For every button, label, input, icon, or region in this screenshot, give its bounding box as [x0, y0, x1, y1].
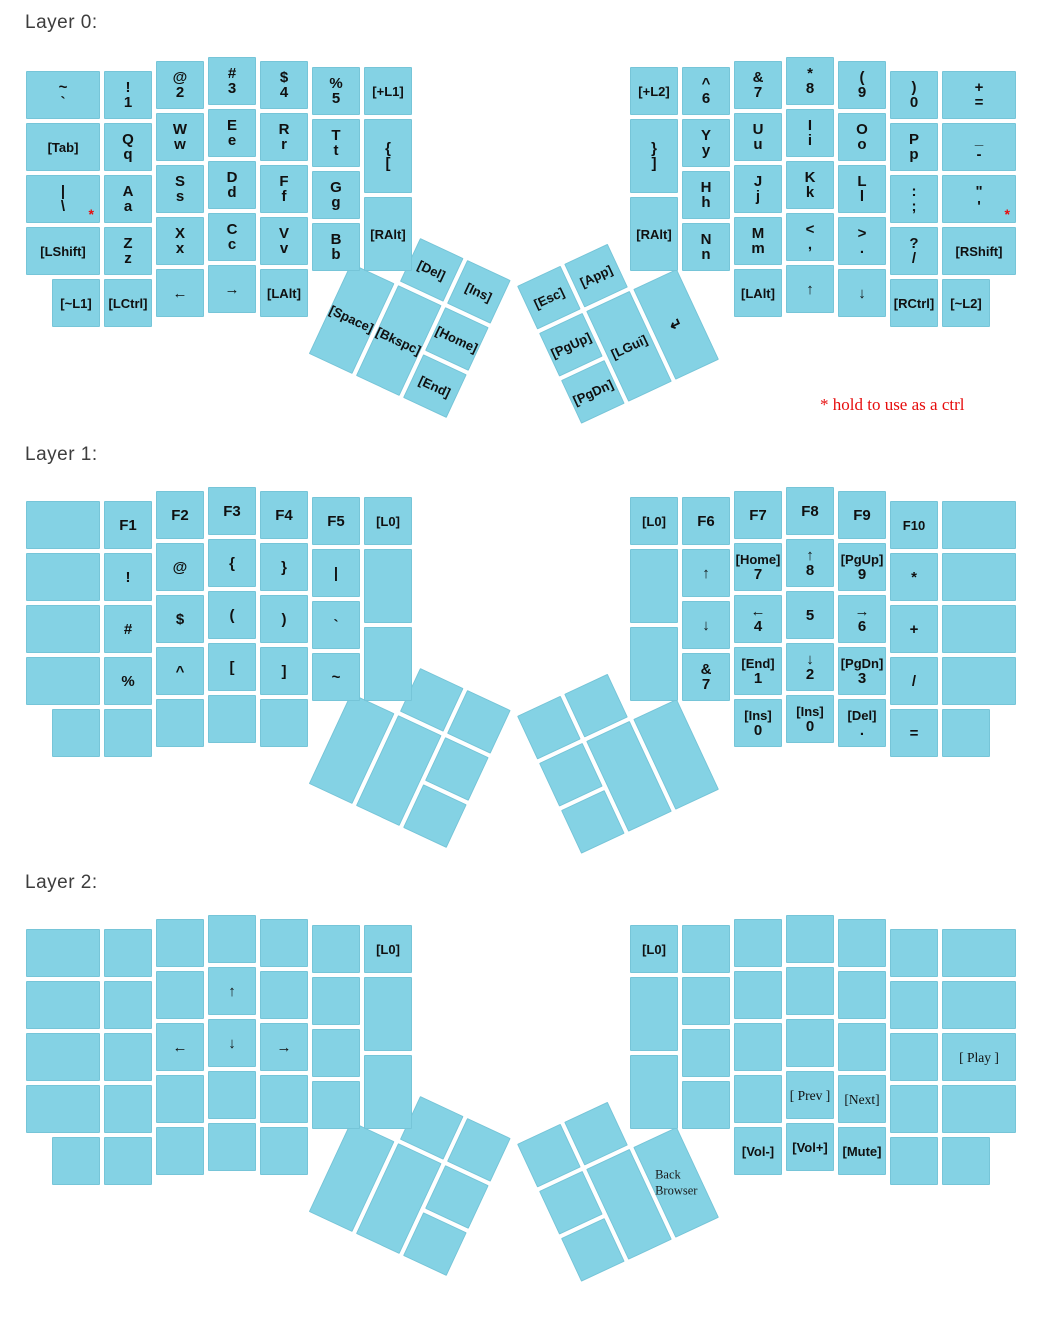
key-blank — [682, 1029, 730, 1077]
key-colon-semi: : ; — [890, 175, 938, 223]
key-blank — [260, 919, 308, 967]
key-blank — [52, 1137, 100, 1185]
key-lalt: [LAlt] — [260, 269, 308, 317]
key-plus: + — [890, 605, 938, 653]
key-c-c: C c — [208, 213, 256, 261]
key-hash: # — [104, 605, 152, 653]
key-blank — [312, 1029, 360, 1077]
key-tildel1: [~L1] — [52, 279, 100, 327]
key-slash: / — [890, 657, 938, 705]
key-down: ↓ — [838, 269, 886, 317]
key-blank — [104, 1085, 152, 1133]
key-blank — [104, 709, 152, 757]
key-down: ↓ — [208, 1019, 256, 1067]
key-blank — [208, 1071, 256, 1119]
key-blank — [26, 1033, 100, 1081]
key-caret-6: ^ 6 — [682, 67, 730, 115]
key-n-n: N n — [682, 223, 730, 271]
key-bkspc: [Bkspc] — [356, 285, 442, 396]
key-dquote-quote: " ' * — [942, 175, 1016, 223]
key-pct-5: % 5 — [312, 67, 360, 115]
key-tab: [Tab] — [26, 123, 100, 171]
key-blank — [26, 501, 100, 549]
key-dollar: $ — [156, 595, 204, 643]
key-blank — [104, 981, 152, 1029]
key-vol: [Vol-] — [734, 1127, 782, 1175]
key-blank — [26, 929, 100, 977]
key-lparen: ( — [208, 591, 256, 639]
key-f3: F3 — [208, 487, 256, 535]
key-y-y: Y y — [682, 119, 730, 167]
key-k-k: K k — [786, 161, 834, 209]
key-right-6: → 6 — [838, 595, 886, 643]
key-f-f: F f — [260, 165, 308, 213]
key-pgdn-3: [PgDn] 3 — [838, 647, 886, 695]
key-blank — [734, 1075, 782, 1123]
key-f6: F6 — [682, 497, 730, 545]
key-at-2: @ 2 — [156, 61, 204, 109]
key-at: @ — [156, 543, 204, 591]
key-f8: F8 — [786, 487, 834, 535]
key-blank — [312, 977, 360, 1025]
key-blank — [942, 1137, 990, 1185]
key-q-q: Q q — [104, 123, 152, 171]
key-blank — [942, 1085, 1016, 1133]
key-blank — [312, 1081, 360, 1129]
key-f10: F10 — [890, 501, 938, 549]
key-grave: ` — [312, 601, 360, 649]
key-excl-1: ! 1 — [104, 71, 152, 119]
key-blank — [104, 1033, 152, 1081]
key-ins: [Ins] — [447, 260, 511, 324]
key-mute: [Mute] — [838, 1127, 886, 1175]
key-blank — [682, 977, 730, 1025]
key-plus-eq: + = — [942, 71, 1016, 119]
key-o-o: O o — [838, 113, 886, 161]
key-blank — [890, 1033, 938, 1081]
key-f2: F2 — [156, 491, 204, 539]
key-plusl2: [+L2] — [630, 67, 678, 115]
key-lbrace: { [ — [364, 119, 412, 193]
key-r-r: R r — [260, 113, 308, 161]
key-pct: % — [104, 657, 152, 705]
key-blank — [364, 549, 412, 623]
key-quest-slash: ? / — [890, 227, 938, 275]
key-app: [App] — [564, 244, 628, 308]
key-blank — [156, 1075, 204, 1123]
key-f7: F7 — [734, 491, 782, 539]
key-blank — [260, 1127, 308, 1175]
key-t-t: T t — [312, 119, 360, 167]
key-blank — [260, 971, 308, 1019]
key-volplus: [Vol+] — [786, 1123, 834, 1171]
key-a-a: A a — [104, 175, 152, 223]
key-pipe-bslash: | \ * — [26, 175, 100, 223]
ctrl-asterisk-marker: * — [1004, 206, 1010, 222]
key-blank — [208, 1123, 256, 1171]
key-blank — [364, 1055, 412, 1129]
key-eq: = — [890, 709, 938, 757]
key-left: ← — [156, 269, 204, 317]
key-lgui: [LGui] — [586, 291, 672, 402]
key-rparen: ) — [260, 595, 308, 643]
key-l0: [L0] — [364, 925, 412, 973]
key-ralt: [RAlt] — [630, 197, 678, 271]
key-blank — [734, 1023, 782, 1071]
key-blank — [26, 553, 100, 601]
key-right: → — [260, 1023, 308, 1071]
key-g-g: G g — [312, 171, 360, 219]
key-blank — [260, 1075, 308, 1123]
key-i-i: I i — [786, 109, 834, 157]
key-f9: F9 — [838, 491, 886, 539]
key-f1: F1 — [104, 501, 152, 549]
key-gt-dot: > . — [838, 217, 886, 265]
key-blank — [942, 605, 1016, 653]
key-blank — [786, 915, 834, 963]
key-ralt: [RAlt] — [364, 197, 412, 271]
key-blank — [104, 1137, 152, 1185]
key-blank — [890, 1137, 938, 1185]
key-blank — [312, 925, 360, 973]
key-blank — [104, 929, 152, 977]
key-up-8: ↑ 8 — [786, 539, 834, 587]
key-blank — [682, 1081, 730, 1129]
key-dollar-4: $ 4 — [260, 61, 308, 109]
key-blank — [26, 605, 100, 653]
key-esc: [Esc] — [517, 266, 581, 330]
key-down: ↓ — [682, 601, 730, 649]
key-blank — [786, 967, 834, 1015]
key-blank — [630, 1055, 678, 1129]
ctrl-footnote: * hold to use as a ctrl — [820, 395, 965, 414]
key-blank — [208, 915, 256, 963]
key-plusl1: [+L1] — [364, 67, 412, 115]
key-m-m: M m — [734, 217, 782, 265]
key-ins-0: [Ins] 0 — [734, 699, 782, 747]
key-p-p: P p — [890, 123, 938, 171]
ctrl-asterisk-marker: * — [88, 206, 94, 222]
key-blank — [786, 1019, 834, 1067]
key-up: ↑ — [208, 967, 256, 1015]
key-blank — [942, 981, 1016, 1029]
key-u-u: U u — [734, 113, 782, 161]
key-x-x: X x — [156, 217, 204, 265]
key-z-z: Z z — [104, 227, 152, 275]
key-lt-comma: < , — [786, 213, 834, 261]
key-blank — [838, 919, 886, 967]
key-right: → — [208, 265, 256, 313]
key-blank — [942, 501, 1016, 549]
key-play: [ Play ] — [942, 1033, 1016, 1081]
key-tilde: ~ — [312, 653, 360, 701]
key-s-s: S s — [156, 165, 204, 213]
key-blank — [630, 549, 678, 623]
key-l0: [L0] — [364, 497, 412, 545]
key-end-1: [End] 1 — [734, 647, 782, 695]
key-blank — [156, 919, 204, 967]
key-next: [Next] — [838, 1075, 886, 1123]
key-blank — [890, 981, 938, 1029]
key-blank: ] — [260, 647, 308, 695]
key-lctrl: [LCtrl] — [104, 279, 152, 327]
key-lshift: [LShift] — [26, 227, 100, 275]
key-blank — [630, 627, 678, 701]
key-l0: [L0] — [630, 497, 678, 545]
key-blank — [942, 553, 1016, 601]
key-blank — [208, 695, 256, 743]
key-pgup-9: [PgUp] 9 — [838, 543, 886, 591]
key-del-dot: [Del] . — [838, 699, 886, 747]
key-under: _ - — [942, 123, 1016, 171]
layer-1-title: Layer 1: — [25, 444, 98, 465]
layer-0-title: Layer 0: — [25, 12, 98, 33]
key-ast: * — [890, 553, 938, 601]
key-pgup: [PgUp] — [539, 313, 603, 377]
key-enter: ↵ — [633, 269, 719, 380]
key-blank — [890, 1085, 938, 1133]
key-rshift: [RShift] — [942, 227, 1016, 275]
key-5: 5 — [786, 591, 834, 639]
key-lbrace: { — [208, 539, 256, 587]
key-blank — [734, 919, 782, 967]
key-blank — [630, 977, 678, 1051]
key-blank — [26, 981, 100, 1029]
key-del: [Del] — [400, 238, 464, 302]
layer-2-title: Layer 2: — [25, 872, 98, 893]
key-rbrace: } — [260, 543, 308, 591]
key-blank — [260, 699, 308, 747]
key-rbrace: } ] — [630, 119, 678, 193]
key-tildel2: [~L2] — [942, 279, 990, 327]
key-blank — [52, 709, 100, 757]
key-pgdn: [PgDn] — [561, 360, 625, 424]
key-blank — [156, 1127, 204, 1175]
key-blank — [838, 1023, 886, 1071]
key-left: ← — [156, 1023, 204, 1071]
key-h-h: H h — [682, 171, 730, 219]
key-f5: F5 — [312, 497, 360, 545]
key-blank — [26, 657, 100, 705]
back-browser-label: Back Browser — [654, 1167, 698, 1198]
key-blank — [942, 929, 1016, 977]
key-b-b: B b — [312, 223, 360, 271]
key-ast-8: * 8 — [786, 57, 834, 105]
key-blank — [942, 657, 1016, 705]
key-pipe: | — [312, 549, 360, 597]
key-home-7: [Home] 7 — [734, 543, 782, 591]
key-l-l: L l — [838, 165, 886, 213]
key-d-d: D d — [208, 161, 256, 209]
key-amp-7: & 7 — [682, 653, 730, 701]
key-lalt: [LAlt] — [734, 269, 782, 317]
key-hash-3: # 3 — [208, 57, 256, 105]
key-up: ↑ — [786, 265, 834, 313]
key-blank — [26, 1085, 100, 1133]
key-l0: [L0] — [630, 925, 678, 973]
key-blank — [838, 971, 886, 1019]
key-blank — [156, 971, 204, 1019]
key-prev: [ Prev ] — [786, 1071, 834, 1119]
key-blank — [682, 925, 730, 973]
key-home: [Home] — [425, 307, 489, 371]
key-left-4: ← 4 — [734, 595, 782, 643]
key-ins-0: [Ins] 0 — [786, 695, 834, 743]
key-v-v: V v — [260, 217, 308, 265]
key-j-j: J j — [734, 165, 782, 213]
key-space: [Space] — [309, 263, 395, 374]
key-up: ↑ — [682, 549, 730, 597]
key-caret: ^ — [156, 647, 204, 695]
key-blank — [890, 929, 938, 977]
key-tilde-grave: ~ ` — [26, 71, 100, 119]
key-excl: ! — [104, 553, 152, 601]
key-e-e: E e — [208, 109, 256, 157]
key-rctrl: [RCtrl] — [890, 279, 938, 327]
key-blank — [364, 627, 412, 701]
key-blank — [734, 971, 782, 1019]
key-end: [End] — [403, 354, 467, 418]
key-f4: F4 — [260, 491, 308, 539]
key-amp-7: & 7 — [734, 61, 782, 109]
key-blank: [ — [208, 643, 256, 691]
key-blank — [942, 709, 990, 757]
key-lparen-9: ( 9 — [838, 61, 886, 109]
key-w-w: W w — [156, 113, 204, 161]
key-rparen-0: ) 0 — [890, 71, 938, 119]
key-blank — [364, 977, 412, 1051]
key-down-2: ↓ 2 — [786, 643, 834, 691]
key-blank — [156, 699, 204, 747]
